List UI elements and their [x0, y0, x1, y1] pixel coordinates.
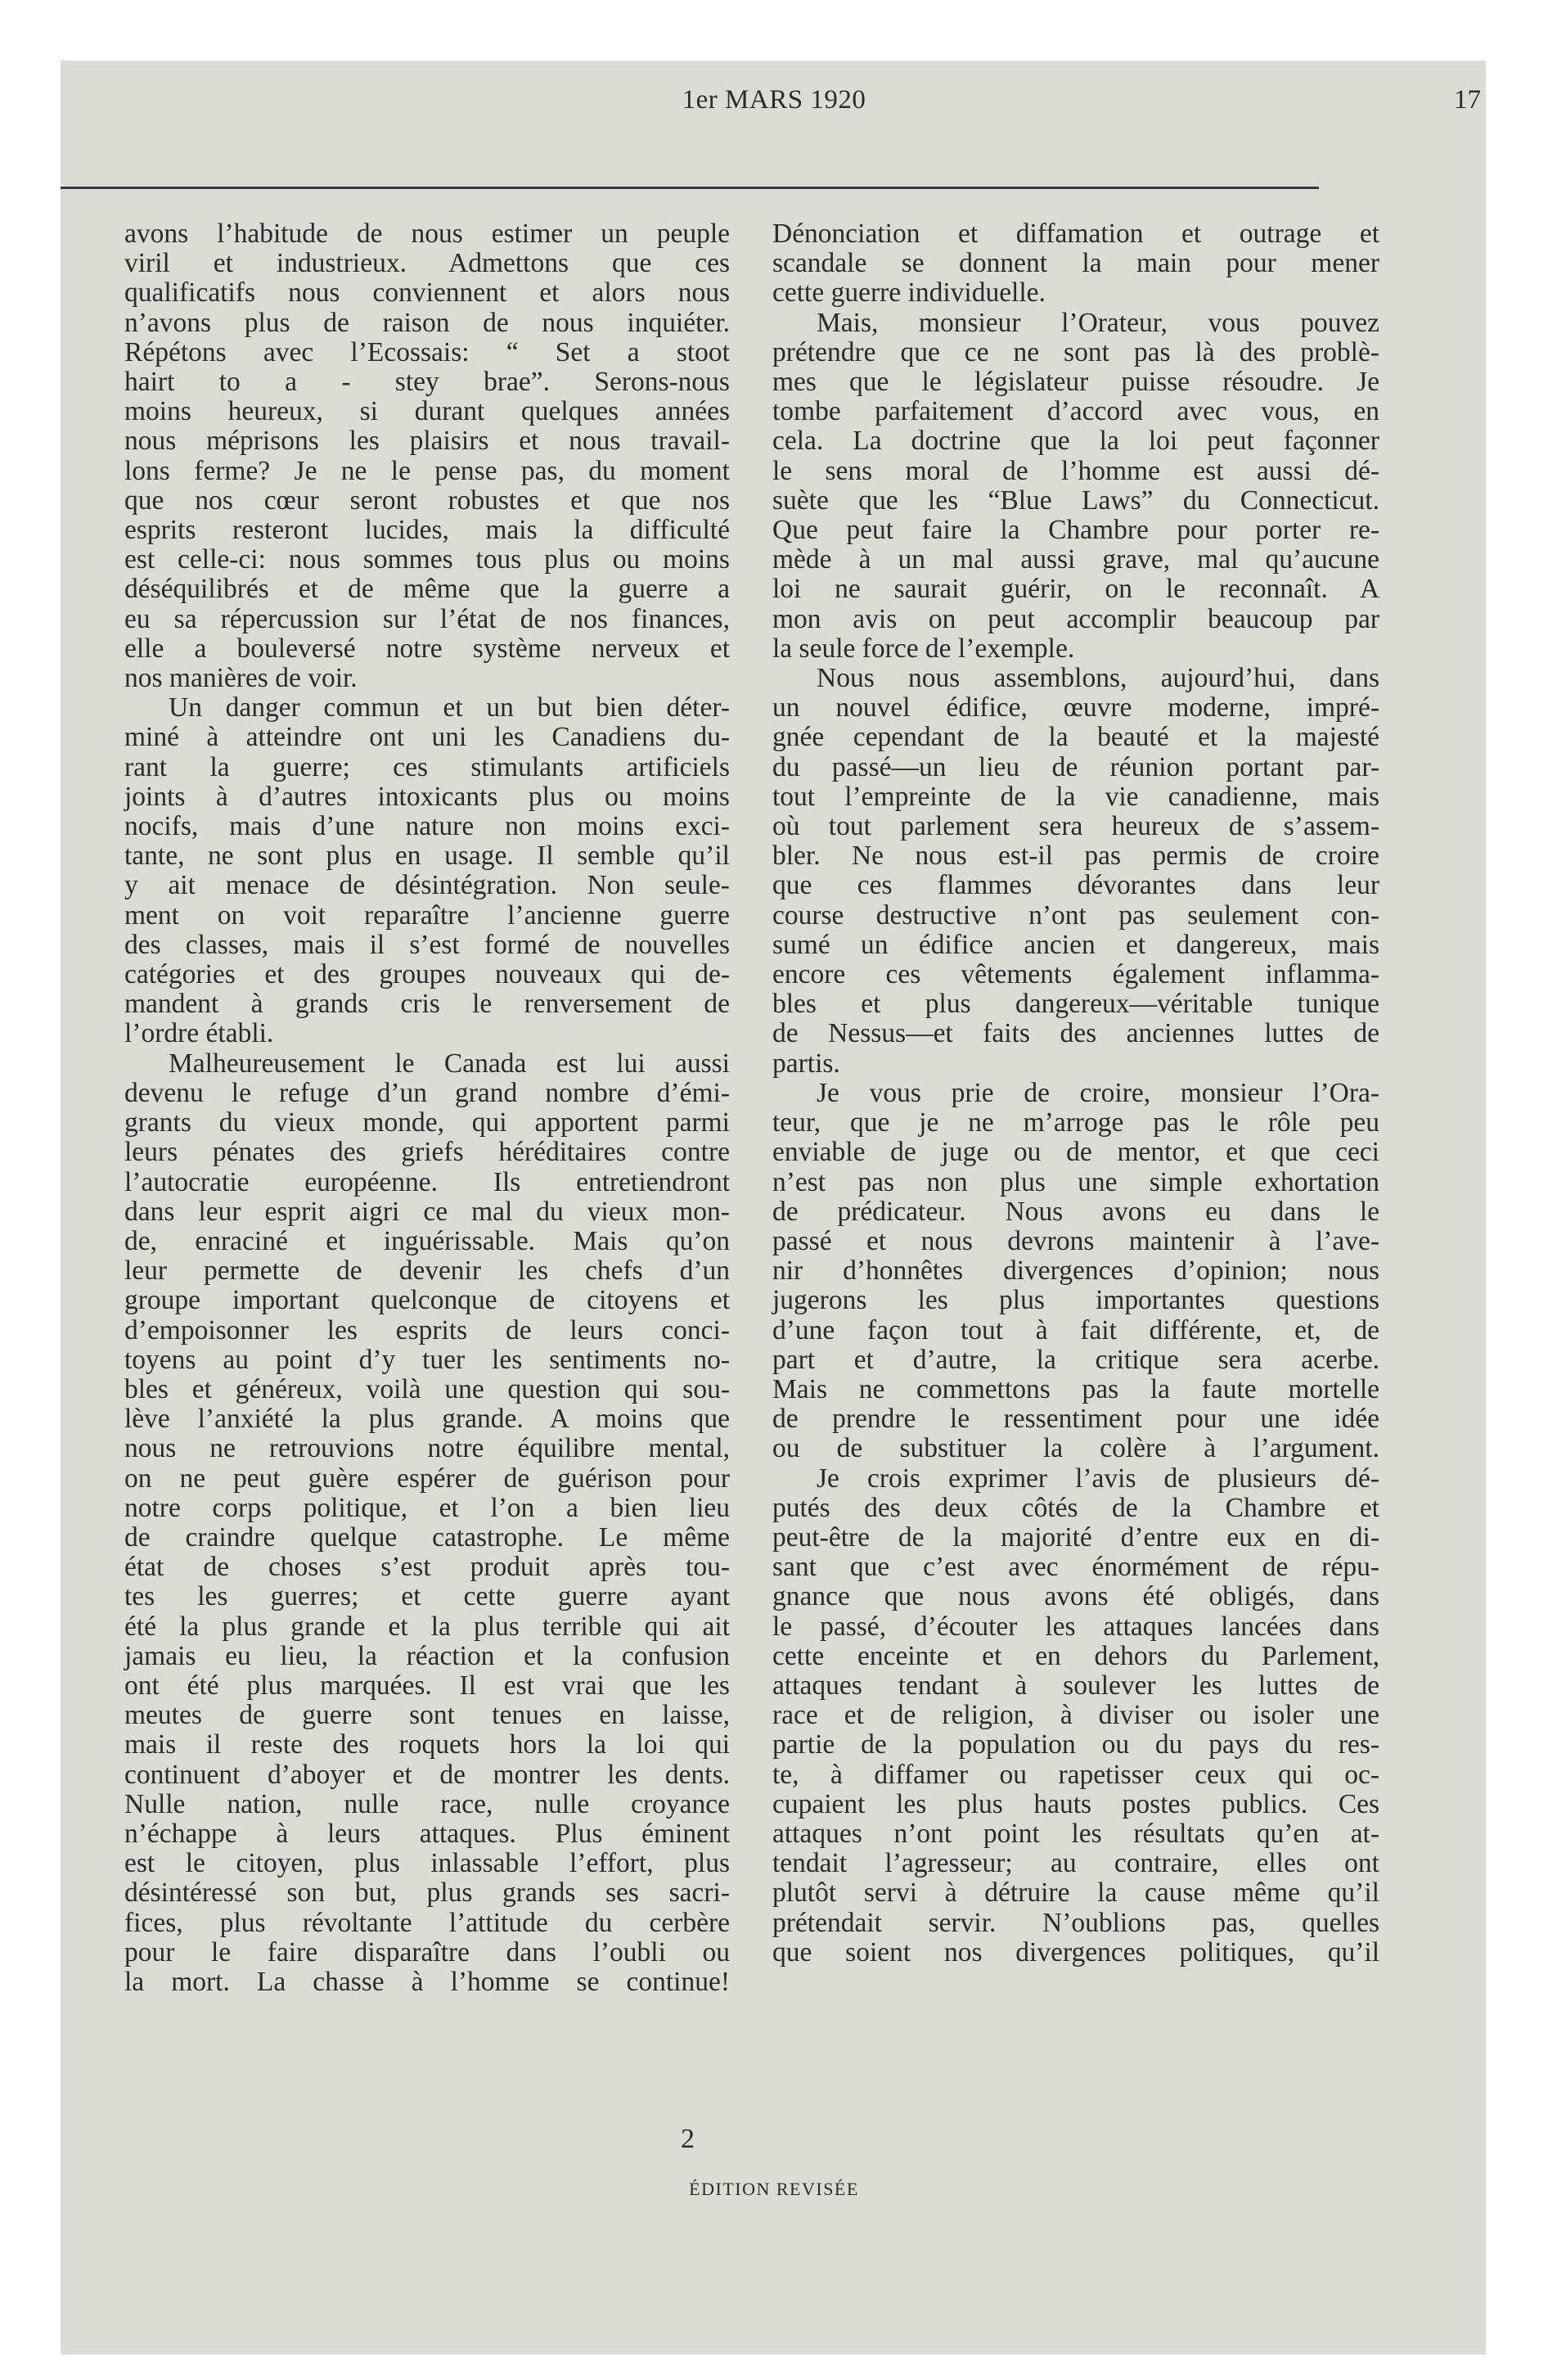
text-line: d’une façon tout à fait différente, et, de [772, 1314, 1380, 1346]
text-line: suète que les “Blue Laws” du Connecticut. [772, 485, 1379, 516]
text-line: hairt to a - stey brae”. Serons-nous [124, 367, 730, 398]
text-line: teur, que je ne m’arroge pas le rôle peu [772, 1107, 1380, 1138]
text-line: nous méprisons les plaisirs et nous travail- [124, 426, 730, 457]
left-column [124, 219, 730, 1997]
text-line: ont été plus marquées. Il est vrai que les [124, 1670, 730, 1701]
text-line: elle a bouleversé notre système nerveux et [124, 633, 731, 664]
text-line: Nous nous assemblons, aujourd’hui, dans [817, 663, 1379, 694]
text-line: que ces flammes dévorantes dans leur [772, 870, 1380, 901]
text-line: est le citoyen, plus inlassable l’effort, plus [124, 1848, 730, 1879]
text-line: leurs pénates des griefs héréditaires contre [124, 1137, 730, 1168]
text-line: prétendre que ce ne sont pas là des problè- [772, 336, 1379, 367]
text-line: plutôt servi à détruire la cause même qu’il [772, 1877, 1379, 1909]
text-line: eu sa répercussion sur l’état de nos finances, [124, 603, 730, 634]
text-line: jamais eu lieu, la réaction et la confusion [124, 1640, 730, 1671]
text-line: Mais ne commettons pas la faute mortelle [772, 1373, 1380, 1404]
page-header [61, 82, 1487, 131]
text-line: de Nessus—et faits des anciennes luttes de [772, 1018, 1379, 1049]
text-line: tombe parfaitement d’accord avec vous, en [772, 396, 1379, 427]
text-line: de, enraciné et inguérissable. Mais qu’on [124, 1225, 730, 1256]
text-line: partis. [772, 1048, 840, 1079]
text-line: peut-être de la majorité d’entre eux en di- [772, 1521, 1380, 1553]
right-column [772, 219, 1379, 1968]
text-line: de craindre quelque catastrophe. Le même [124, 1521, 731, 1553]
text-line: prétendait servir. N’oublions pas, quelles [772, 1907, 1379, 1938]
text-line: cette guerre individuelle. [772, 277, 1046, 309]
text-line: est celle-ci: nous sommes tous plus ou moins [124, 544, 730, 575]
text-line: été la plus grande et la plus terrible qui ait [124, 1611, 731, 1642]
text-line: du passé—un lieu de réunion portant par- [772, 751, 1380, 782]
text-line: tout l’empreinte de la vie canadienne, mais [772, 781, 1379, 812]
text-line: ou de substituer la colère à l’argument. [772, 1433, 1379, 1464]
text-line: la mort. La chasse à l’homme se continue! [124, 1966, 730, 1997]
text-line: esprits resteront lucides, mais la difficulté [124, 515, 730, 546]
text-line: que soient nos divergences politiques, qu’il [772, 1936, 1380, 1968]
text-line: fices, plus révoltante l’attitude du cerbère [124, 1907, 730, 1938]
text-line: cette enceinte et en dehors du Parlement, [772, 1640, 1380, 1671]
text-line: catégories et des groupes nouveaux qui de- [124, 959, 731, 990]
text-line: état de choses s’est produit après tou- [124, 1552, 731, 1583]
text-line: pour le faire disparaître dans l’oubli ou [124, 1936, 730, 1968]
text-line: que nos cœur seront robustes et que nos [124, 485, 731, 516]
text-line: d’empoisonner les esprits de leurs conci- [124, 1314, 730, 1346]
text-line: n’avons plus de raison de nous inquiéter. [124, 307, 731, 338]
text-line: toyens au point d’y tuer les sentiments no- [124, 1344, 730, 1375]
text-line: viril et industrieux. Admettons que ces [124, 248, 731, 279]
signature-mark: 2 [681, 2124, 695, 2154]
text-line: mède à un mal aussi grave, mal qu’aucune [772, 544, 1379, 575]
text-line: tendait l’agresseur; au contraire, elles ont [772, 1848, 1379, 1879]
text-line: leur permette de devenir les chefs d’un [124, 1255, 731, 1287]
text-line: scandale se donnent la main pour mener [772, 248, 1379, 279]
text-line: mes que le législateur puisse résoudre. Je [772, 367, 1379, 398]
text-line: bles et généreux, voilà une question qui sou- [124, 1373, 731, 1404]
text-line: Nulle nation, nulle race, nulle croyance [124, 1788, 730, 1819]
text-line: Que peut faire la Chambre pour porter re- [772, 515, 1379, 546]
text-line: passé et nous devrons maintenir à l’ave- [772, 1225, 1379, 1256]
text-line: y ait menace de désintégration. Non seule- [124, 870, 730, 901]
text-line: Malheureusement le Canada est lui aussi [169, 1048, 730, 1079]
text-line: groupe important quelconque de citoyens et [124, 1285, 731, 1316]
text-line: Dénonciation et diffamation et outrage et [772, 219, 1379, 249]
text-line: n’échappe à leurs attaques. Plus éminent [124, 1818, 731, 1849]
text-line: jugerons les plus importantes questions [772, 1285, 1380, 1316]
text-line: attaques tendant à soulever les luttes de [772, 1670, 1379, 1701]
header-rule [61, 187, 1319, 189]
text-line: grants du vieux monde, qui apportent parmi [124, 1107, 730, 1138]
text-line: nous ne retrouvions notre équilibre mental, [124, 1433, 730, 1464]
text-line: nir d’honnêtes divergences d’opinion; nous [772, 1255, 1380, 1287]
text-line: nocifs, mais d’une nature non moins exci- [124, 811, 731, 842]
text-line: des classes, mais il s’est formé de nouvelles [124, 929, 731, 960]
text-line: encore ces vêtements également inflamma- [772, 959, 1380, 990]
text-line: rant la guerre; ces stimulants artificiels [124, 751, 730, 782]
text-line: lève l’anxiété la plus grande. A moins que [124, 1404, 730, 1435]
text-line: le passé, d’écouter les attaques lancées dans [772, 1611, 1379, 1642]
text-line: mais il reste des roquets hors la loi qui [124, 1729, 730, 1760]
text-line: nos manières de voir. [124, 663, 358, 694]
header-page-number: 17 [1454, 85, 1481, 115]
text-line: partie de la population ou du pays du res- [772, 1729, 1379, 1760]
text-line: avons l’habitude de nous estimer un peuple [124, 219, 731, 249]
text-line: putés des deux côtés de la Chambre et [772, 1492, 1379, 1523]
text-line: ment on voit reparaître l’ancienne guerre [124, 899, 730, 931]
text-line: course destructive n’ont pas seulement con- [772, 899, 1379, 931]
text-line: cupaient les plus hauts postes publics. Ces [772, 1788, 1380, 1819]
text-line: le sens moral de l’homme est aussi dé- [772, 455, 1379, 486]
text-line: race et de religion, à diviser ou isoler une [772, 1700, 1379, 1731]
text-line: la seule force de l’exemple. [772, 633, 1075, 664]
header-date: 1er MARS 1920 [682, 85, 866, 115]
text-line: l’autocratie européenne. Ils entretiendront [124, 1166, 730, 1197]
text-line: part et d’autre, la critique sera acerbe. [772, 1344, 1380, 1375]
text-line: Un danger commun et un but bien déter- [169, 692, 730, 723]
text-line: meutes de guerre sont tenues en laisse, [124, 1700, 730, 1731]
text-line: miné à atteindre ont uni les Canadiens du- [124, 722, 730, 753]
text-line: l’ordre établi. [124, 1018, 274, 1049]
text-line: enviable de juge ou de mentor, et que ceci [772, 1137, 1379, 1168]
text-line: sant que c’est avec énormément de répu- [772, 1552, 1379, 1583]
text-line: bler. Ne nous est-il pas permis de croire [772, 841, 1379, 872]
text-line: Je vous prie de croire, monsieur l’Ora- [817, 1077, 1379, 1108]
text-line: gnée cependant de la beauté et la majesté [772, 722, 1379, 753]
text-line: de prendre le ressentiment pour une idée [772, 1404, 1380, 1435]
text-line: gnance que nous avons été obligés, dans [772, 1581, 1379, 1612]
text-line: joints à d’autres intoxicants plus ou moins [124, 781, 730, 812]
text-line: tes les guerres; et cette guerre ayant [124, 1581, 731, 1612]
text-line: notre corps politique, et l’on a bien lieu [124, 1492, 731, 1523]
text-line: dans leur esprit aigri ce mal du vieux mon- [124, 1196, 730, 1227]
text-line: loi ne saurait guérir, on le reconnaît. A [772, 574, 1380, 605]
text-line: tante, ne sont plus en usage. Il semble qu’il [124, 841, 730, 872]
text-line: n’est pas non plus une simple exhortation [772, 1166, 1379, 1197]
text-line: lons ferme? Je ne le pense pas, du moment [124, 455, 730, 486]
text-line: de prédicateur. Nous avons eu dans le [772, 1196, 1380, 1227]
text-line: bles et plus dangereux—véritable tunique [772, 989, 1380, 1020]
text-line: sumé un édifice ancien et dangereux, mais [772, 929, 1379, 960]
text-line: continuent d’aboyer et de montrer les dents. [124, 1759, 730, 1790]
text-line: devenu le refuge d’un grand nombre d’émi- [124, 1077, 730, 1108]
text-line: où tout parlement sera heureux de s’assem- [772, 811, 1379, 842]
text-line: cela. La doctrine que la loi peut façonner [772, 426, 1379, 457]
text-line: Je crois exprimer l’avis de plusieurs dé- [817, 1463, 1379, 1494]
text-line: moins heureux, si durant quelques années [124, 396, 730, 427]
text-line: un nouvel édifice, œuvre moderne, impré- [772, 692, 1379, 723]
footer-edition: ÉDITION REVISÉE [689, 2179, 859, 2199]
text-line: Répétons avec l’Ecossais: “ Set a stoot [124, 336, 730, 367]
text-line: mandent à grands cris le renversement de [124, 989, 730, 1020]
text-line: désintéressé son but, plus grands ses sacri- [124, 1877, 730, 1909]
text-line: on ne peut guère espérer de guérison pour [124, 1463, 730, 1494]
text-line: te, à diffamer ou rapetisser ceux qui oc- [772, 1759, 1379, 1790]
text-line: Mais, monsieur l’Orateur, vous pouvez [817, 307, 1380, 338]
text-line: qualificatifs nous conviennent et alors nous [124, 277, 731, 309]
text-line: attaques n’ont point les résultats qu’en at- [772, 1818, 1380, 1849]
text-line: déséquilibrés et de même que la guerre a [124, 574, 730, 605]
text-line: mon avis on peut accomplir beaucoup par [772, 603, 1379, 634]
